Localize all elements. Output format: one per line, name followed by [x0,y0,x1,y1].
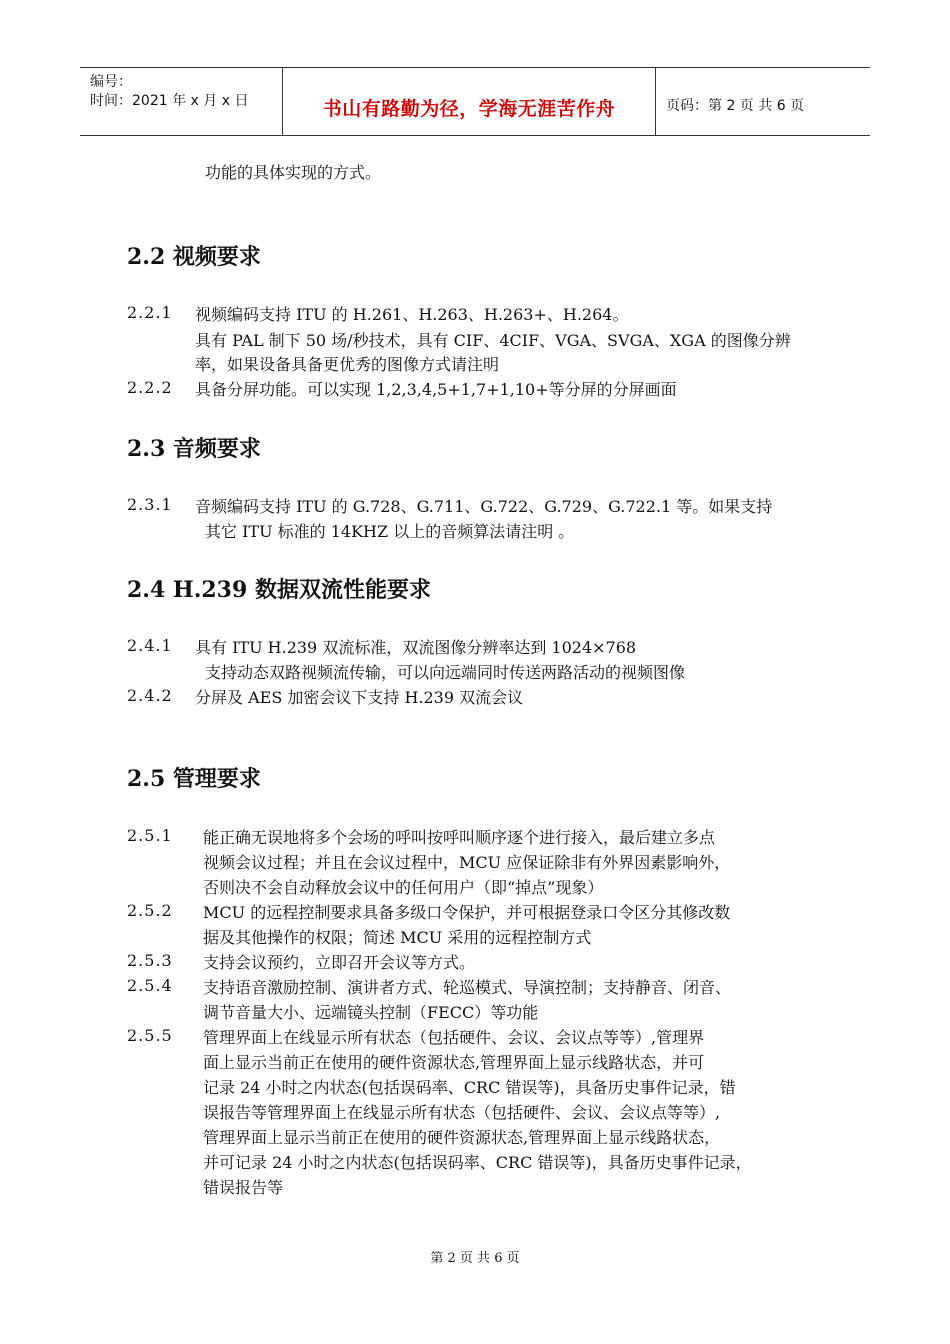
item-line: 管理界面上显示当前正在使用的硬件资源状态,管理界面上显示线路状态， [203,1128,721,1147]
item-number: 2.4.1 [127,636,173,655]
item-line: 支持动态双路视频流传输，可以向远端同时传送两路活动的视频图像 [205,663,686,682]
header-motto-cell [283,68,656,135]
item-line: 误报告等管理界面上在线显示所有状态（包括硬件、会议、会议点等等）, [203,1103,721,1122]
item-line: 错误报告等 [203,1178,284,1197]
motto: 书山有路勤为径，学海无涯苦作舟 [322,98,616,120]
item-number: 2.5.5 [127,1026,173,1045]
item-line: 音频编码支持 ITU 的 G.728、G.711、G.722、G.729、G.722.1 等。如果支持 [195,497,773,516]
item-number: 2.2.1 [127,303,173,322]
section-heading-2-4: 2.4 H.239 数据双流性能要求 [127,577,431,603]
intro-line: 功能的具体实现的方式。 [205,163,382,182]
item-line: 否则决不会自动释放会议中的任何用户（即“掉点”现象） [203,878,604,897]
page-header [80,67,870,136]
item-number: 2.5.1 [127,826,173,845]
item-line: 视频会议过程；并且在会议过程中，MCU 应保证除非有外界因素影响外， [203,853,731,872]
header-page-cell [656,68,870,135]
item-line: 具有 ITU H.239 双流标准，双流图像分辨率达到 1024×768 [195,638,637,657]
item-line: 视频编码支持 ITU 的 H.261、H.263、H.263+、H.264。 [195,305,629,324]
item-line: 记录 24 小时之内状态(包括误码率、CRC 错误等)，具备历史事件记录，错 [203,1078,736,1097]
item-number: 2.5.2 [127,901,173,920]
item-line: 支持会议预约，立即召开会议等方式。 [203,953,476,972]
item-line: 支持语音激励控制、演讲者方式、轮巡模式、导演控制；支持静音、闭音、 [203,978,732,997]
header-meta-cell [80,68,283,135]
section-heading-2-2: 2.2 视频要求 [127,244,261,270]
item-number: 2.4.2 [127,686,173,705]
item-line: 并可记录 24 小时之内状态(包括误码率、CRC 错误等)，具备历史事件记录， [203,1153,752,1172]
item-line: 能正确无误地将多个会场的呼叫按呼叫顺序逐个进行接入，最后建立多点 [203,828,716,847]
item-number: 2.5.4 [127,976,173,995]
section-heading-2-3: 2.3 音频要求 [127,436,261,462]
item-line: 其它 ITU 标准的 14KHZ 以上的音频算法请注明 。 [205,522,575,541]
item-line: 具有 PAL 制下 50 场/秒技术，具有 CIF、4CIF、VGA、SVGA、XGA 的图像分辨 [195,331,791,350]
item-line: 调节音量大小、远端镜头控制（FECC）等功能 [203,1003,539,1022]
page-label: 页码：第 2 页 共 6 页 [666,98,805,114]
page-footer: 第 2 页 共 6 页 [430,1251,520,1266]
item-number: 2.3.1 [127,495,173,514]
number-label: 编号： [90,74,132,90]
item-line: 分屏及 AES 加密会议下支持 H.239 双流会议 [195,688,524,707]
item-line: 管理界面上在线显示所有状态（包括硬件、会议、会议点等等）,管理界 [203,1028,705,1047]
item-line: 面上显示当前正在使用的硬件资源状态,管理界面上显示线路状态，并可 [203,1053,705,1072]
section-heading-2-5: 2.5 管理要求 [127,766,261,792]
date-label: 时间：2021 年 x 月 x 日 [90,93,249,109]
item-line: MCU 的远程控制要求具备多级口令保护，并可根据登录口令区分其修改数 [203,903,731,922]
item-number: 2.5.3 [127,951,173,970]
item-line: 据及其他操作的权限；简述 MCU 采用的远程控制方式 [203,928,592,947]
item-number: 2.2.2 [127,378,173,397]
item-line: 率，如果设备具备更优秀的图像方式请注明 [195,355,500,374]
item-line: 具备分屏功能。可以实现 1,2,3,4,5+1,7+1,10+等分屏的分屏画面 [195,380,677,399]
